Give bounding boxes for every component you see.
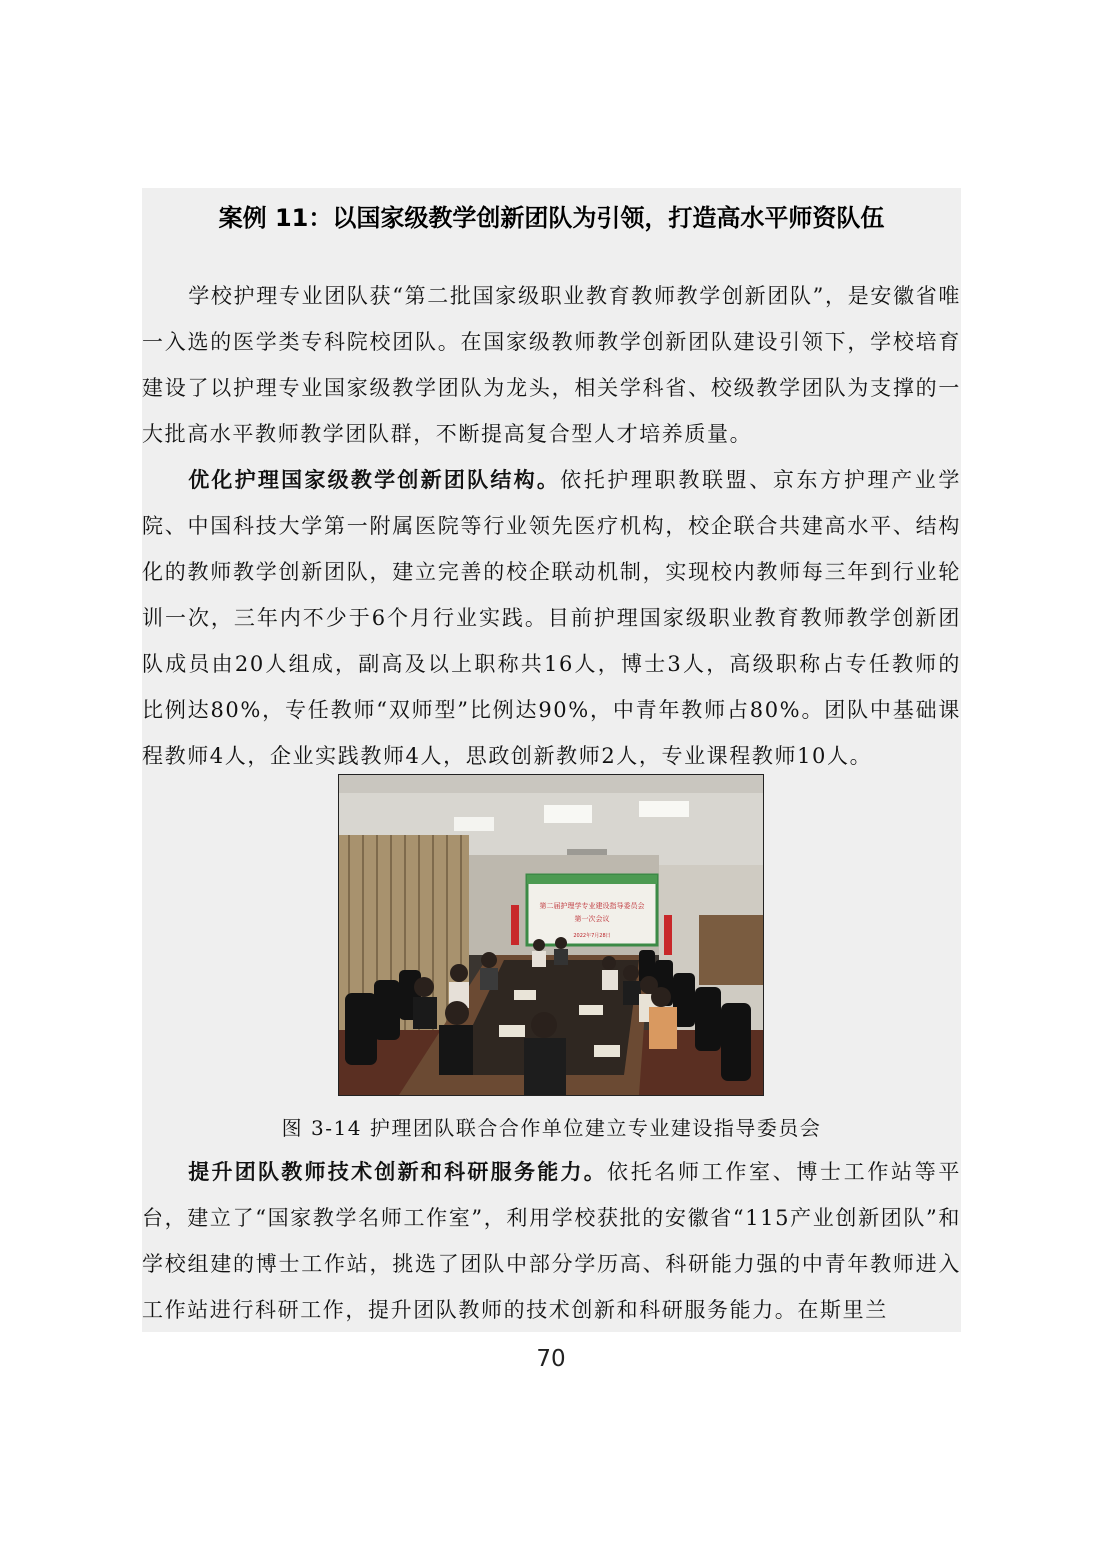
paragraph-research-capability: [142, 1149, 961, 1333]
meeting-photo: [339, 775, 763, 1095]
screen-title-line1: 第二届护理学专业建设指导委员会: [539, 902, 645, 910]
screen-date: 2022年7月28日: [573, 933, 611, 939]
paragraph-lead-research: 提升团队教师技术创新和科研服务能力。: [188, 1160, 608, 1184]
screen-title-line2: 第一次会议: [574, 915, 610, 923]
case-title: 案例 11：以国家级教学创新团队为引领，打造高水平师资队伍: [218, 204, 885, 232]
paragraph-team-structure: [142, 457, 961, 779]
paragraph-team-award: 学校护理专业团队获“第二批国家级职业教育教师教学创新团队”，是安徽省唯一入选的医学类专科院校团队。在国家级教师教学创新团队建设引领下，学校培育建设了以护理专业国家级教学团队为龙头，相关学科省、校级教学团队为支撑的一大批高水平教师教学团队群，不断提高复合型人才培养质量。: [142, 284, 961, 446]
paragraph-body-structure: 依托护理职教联盟、京东方护理产业学院、中国科技大学第一附属医院等行业领先医疗机构，校企联合共建高水平、结构化的教师教学创新团队，建立完善的校企联动机制，实现校内教师每三年到行业轮训一次，三年内不少于6个月行业实践。目前护理国家级职业教育教师教学创新团队成员由20人组成，副高及以上职称共16人，博士3人，高级职称占专任教师的比例达80%，专任教师“双师型”比例达90%，中青年教师占80%。团队中基础课程教师4人，企业实践教师4人，思政创新教师2人，专业课程教师10人。: [142, 468, 961, 768]
paragraph-lead-structure: 优化护理国家级教学创新团队结构。: [188, 468, 561, 492]
figure-caption: 图 3-14 护理团队联合合作单位建立专业建设指导委员会: [281, 1116, 822, 1140]
paragraph-body-research: 依托名师工作室、博士工作站等平台，建立了“国家教学名师工作室”，利用学校获批的安徽省“115产业创新团队”和学校组建的博士工作站，挑选了团队中部分学历高、科研能力强的中青年教师进入工作站进行科研工作，提升团队教师的技术创新和科研服务能力。在斯里兰: [142, 1160, 961, 1322]
page-number: 70: [536, 1346, 566, 1372]
